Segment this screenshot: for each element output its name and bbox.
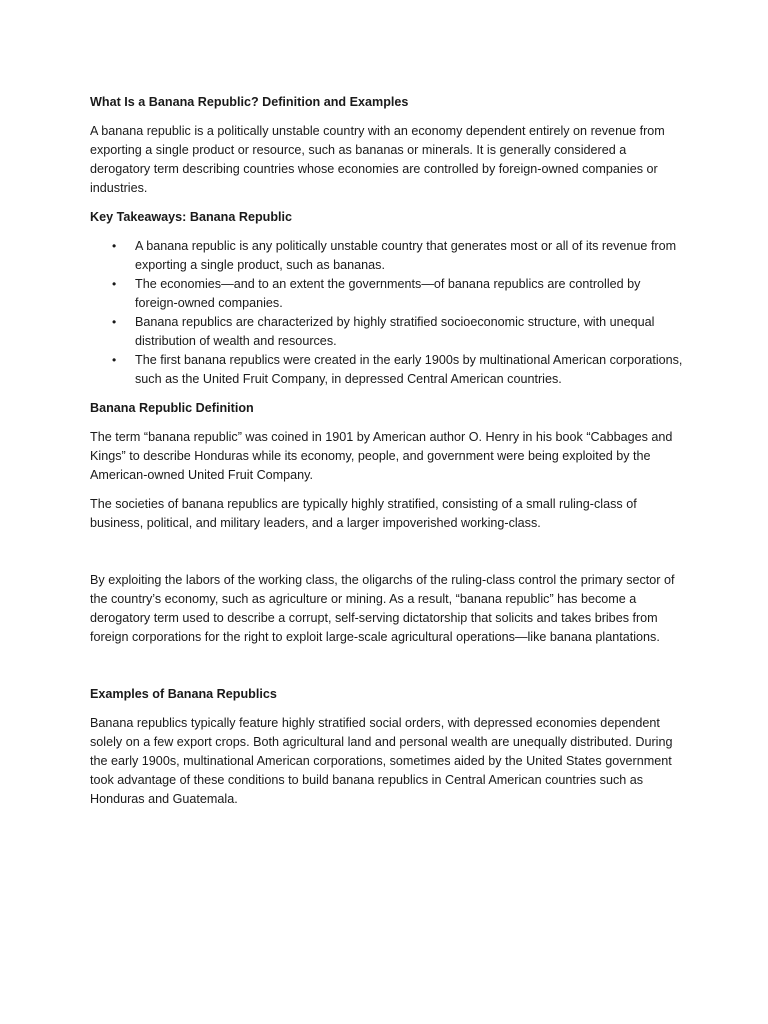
list-item-text: Banana republics are characterized by highly stratified socioeconomic structure, with unequal distribution of wealth and resources.	[135, 315, 655, 348]
list-item-text: The economies—and to an extent the governments—of banana republics are controlled by foreign-owned companies.	[135, 277, 641, 310]
list-item	[90, 237, 686, 275]
bullet-icon: •	[112, 277, 117, 291]
key-takeaways-heading: Key Takeaways: Banana Republic	[90, 210, 293, 224]
list-item-text: A banana republic is any politically unstable country that generates most or all of its revenue from exporting a single product, such as bananas.	[135, 239, 677, 272]
bullet-icon: •	[112, 315, 117, 329]
definition-paragraph: By exploiting the labors of the working class, the oligarchs of the ruling-class control the primary sector of the country’s economy, such as agriculture or mining. As a result, “banana republic” has become a derogatory term used to describe a corrupt, self-serving dictatorship that solicits and takes bribes from foreign corporations for the right to exploit large-scale agricultural operations—like banana plantations.	[90, 573, 675, 644]
definition-paragraph: The societies of banana republics are typically highly stratified, consisting of a small ruling-class of business, political, and military leaders, and a larger impoverished working-class.	[90, 497, 637, 530]
examples-heading: Examples of Banana Republics	[90, 687, 277, 701]
intro-paragraph: A banana republic is a politically unstable country with an economy dependent entirely on revenue from exporting a single product or resource, such as bananas or minerals. It is generally considered a derogatory term describing countries whose economies are controlled by foreign-owned companies or industries.	[90, 124, 665, 195]
list-item-text: The first banana republics were created in the early 1900s by multinational American corporations, such as the United Fruit Company, in depressed Central American countries.	[135, 353, 683, 386]
list-item	[90, 275, 686, 313]
key-takeaways-list	[90, 237, 686, 389]
bullet-icon: •	[112, 239, 117, 253]
list-item	[90, 313, 686, 351]
document-body	[90, 93, 686, 809]
bullet-icon: •	[112, 353, 117, 367]
list-item	[90, 351, 686, 389]
document-title: What Is a Banana Republic? Definition and Examples	[90, 95, 409, 109]
examples-paragraph: Banana republics typically feature highly stratified social orders, with depressed economies dependent solely on a few export crops. Both agricultural land and personal wealth are unequally distributed. During the early 1900s, multinational American corporations, sometimes aided by the United States government took advantage of these conditions to build banana republics in Central American countries such as Honduras and Guatemala.	[90, 716, 673, 806]
definition-paragraph: The term “banana republic” was coined in 1901 by American author O. Henry in his book “Cabbages and Kings” to describe Honduras while its economy, people, and government were being exploited by the American-owned United Fruit Company.	[90, 430, 673, 482]
definition-heading: Banana Republic Definition	[90, 401, 254, 415]
